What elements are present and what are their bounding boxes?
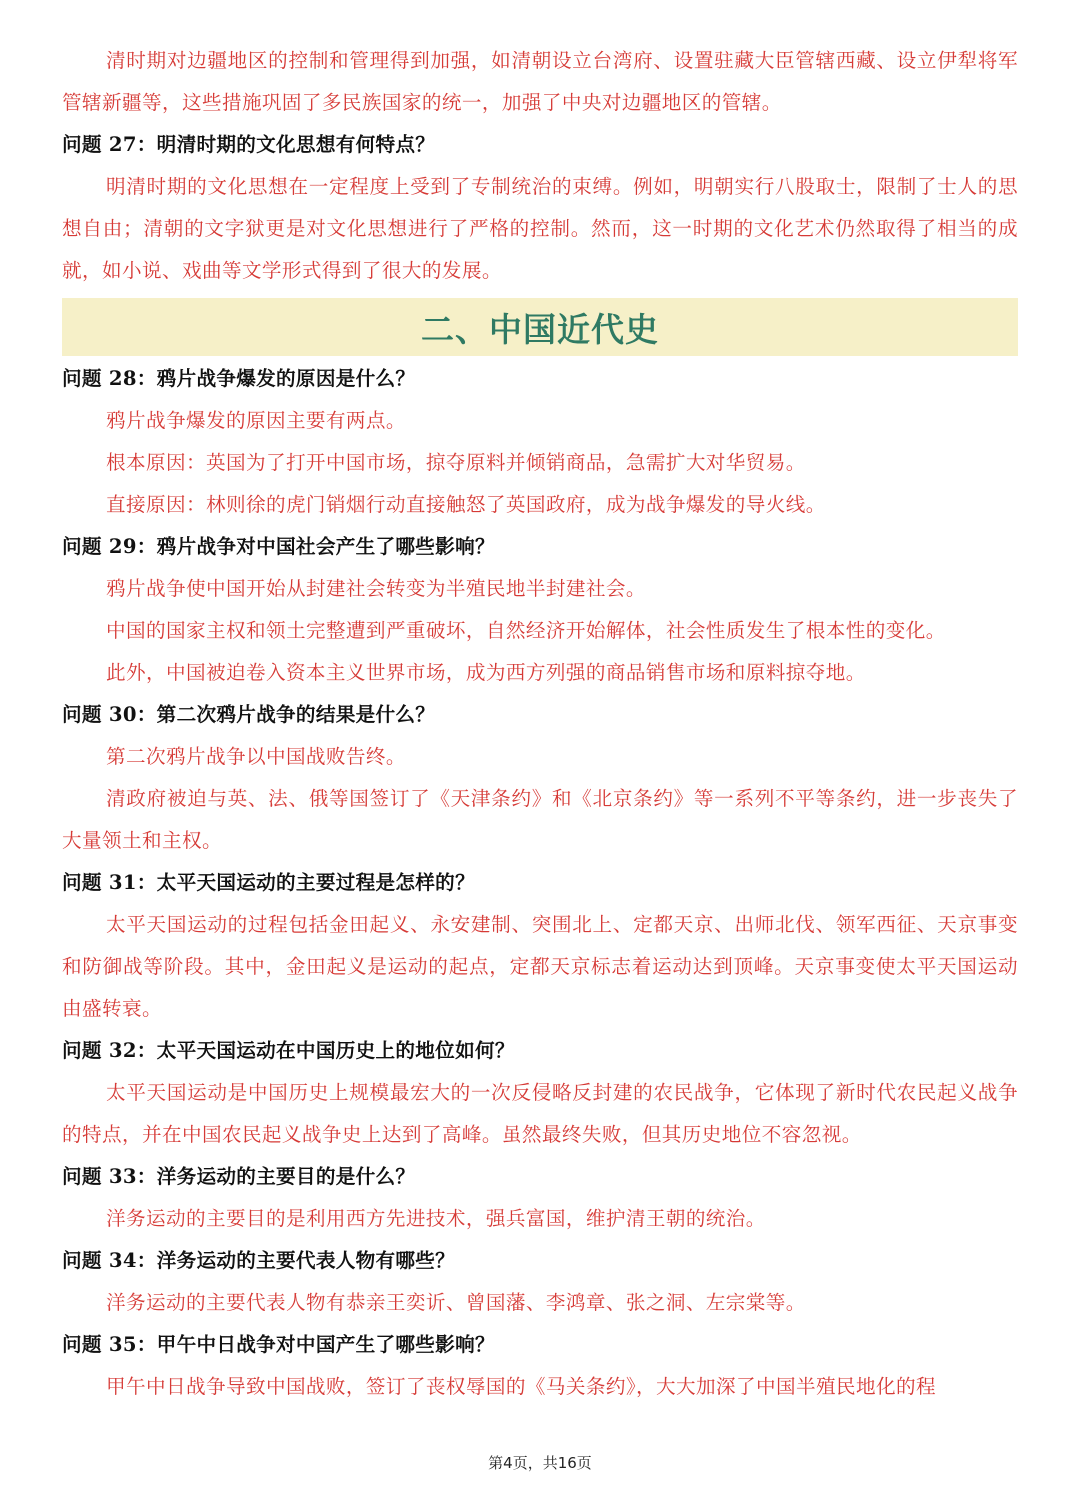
answer-33: 洋务运动的主要目的是利用西方先进技术，强兵富国，维护清王朝的统治。 <box>106 1207 766 1230</box>
document-page <box>62 40 1018 1408</box>
answer-27: 明清时期的文化思想在一定程度上受到了专制统治的束缚。例如，明朝实行八股取士，限制了士人的思想自由；清朝的文字狱更是对文化思想进行了严格的控制。然而，这一时期的文化艺术仍然取得了相当的成就，如小说、戏曲等文学形式得到了很大的发展。 <box>62 175 1018 282</box>
answer-35: 甲午中日战争导致中国战败，签订了丧权辱国的《马关条约》，大大加深了中国半殖民地化的程 <box>106 1375 936 1398</box>
answer-30-line-2: 清政府被迫与英、法、俄等国签订了《天津条约》和《北京条约》等一系列不平等条约，进一步丧失了大量领土和主权。 <box>62 787 1018 852</box>
answer-30-line-1: 第二次鸦片战争以中国战败告终。 <box>106 745 406 768</box>
page-number: 第4页，共16页 <box>488 1454 592 1472</box>
answer-29-line-2: 中国的国家主权和领土完整遭到严重破坏，自然经济开始解体，社会性质发生了根本性的变化。 <box>106 619 946 642</box>
question-33: 问题 33：洋务运动的主要目的是什么？ <box>62 1165 416 1188</box>
answer-paragraph: 清时期对边疆地区的控制和管理得到加强，如清朝设立台湾府、设置驻藏大臣管辖西藏、设立伊犁将军管辖新疆等，这些措施巩固了多民族国家的统一，加强了中央对边疆地区的管辖。 <box>62 49 1018 114</box>
question-27: 问题 27：明清时期的文化思想有何特点？ <box>62 133 436 156</box>
section-header <box>62 298 1018 356</box>
question-35: 问题 35：甲午中日战争对中国产生了哪些影响？ <box>62 1333 495 1356</box>
question-34: 问题 34：洋务运动的主要代表人物有哪些？ <box>62 1249 456 1272</box>
answer-32: 太平天国运动是中国历史上规模最宏大的一次反侵略反封建的农民战争，它体现了新时代农民起义战争的特点，并在中国农民起义战争史上达到了高峰。虽然最终失败，但其历史地位不容忽视。 <box>62 1081 1018 1146</box>
question-32: 问题 32：太平天国运动在中国历史上的地位如何？ <box>62 1039 515 1062</box>
answer-28-line-3: 直接原因：林则徐的虎门销烟行动直接触怒了英国政府，成为战争爆发的导火线。 <box>106 493 826 516</box>
answer-31: 太平天国运动的过程包括金田起义、永安建制、突围北上、定都天京、出师北伐、领军西征、天京事变和防御战等阶段。其中，金田起义是运动的起点，定都天京标志着运动达到顶峰。天京事变使太平天国运动由盛转衰。 <box>62 913 1018 1020</box>
question-28: 问题 28：鸦片战争爆发的原因是什么？ <box>62 367 416 390</box>
question-29: 问题 29：鸦片战争对中国社会产生了哪些影响？ <box>62 535 495 558</box>
answer-28-line-1: 鸦片战争爆发的原因主要有两点。 <box>106 409 406 432</box>
answer-34: 洋务运动的主要代表人物有恭亲王奕䜣、曾国藩、李鸿章、张之洞、左宗棠等。 <box>106 1291 806 1314</box>
answer-29-line-1: 鸦片战争使中国开始从封建社会转变为半殖民地半封建社会。 <box>106 577 646 600</box>
question-31: 问题 31：太平天国运动的主要过程是怎样的？ <box>62 871 475 894</box>
answer-29-line-3: 此外，中国被迫卷入资本主义世界市场，成为西方列强的商品销售市场和原料掠夺地。 <box>106 661 866 684</box>
section-title: 二、中国近代史 <box>421 309 659 349</box>
answer-28-line-2: 根本原因：英国为了打开中国市场，掠夺原料并倾销商品，急需扩大对华贸易。 <box>106 451 806 474</box>
question-30: 问题 30：第二次鸦片战争的结果是什么？ <box>62 703 436 726</box>
